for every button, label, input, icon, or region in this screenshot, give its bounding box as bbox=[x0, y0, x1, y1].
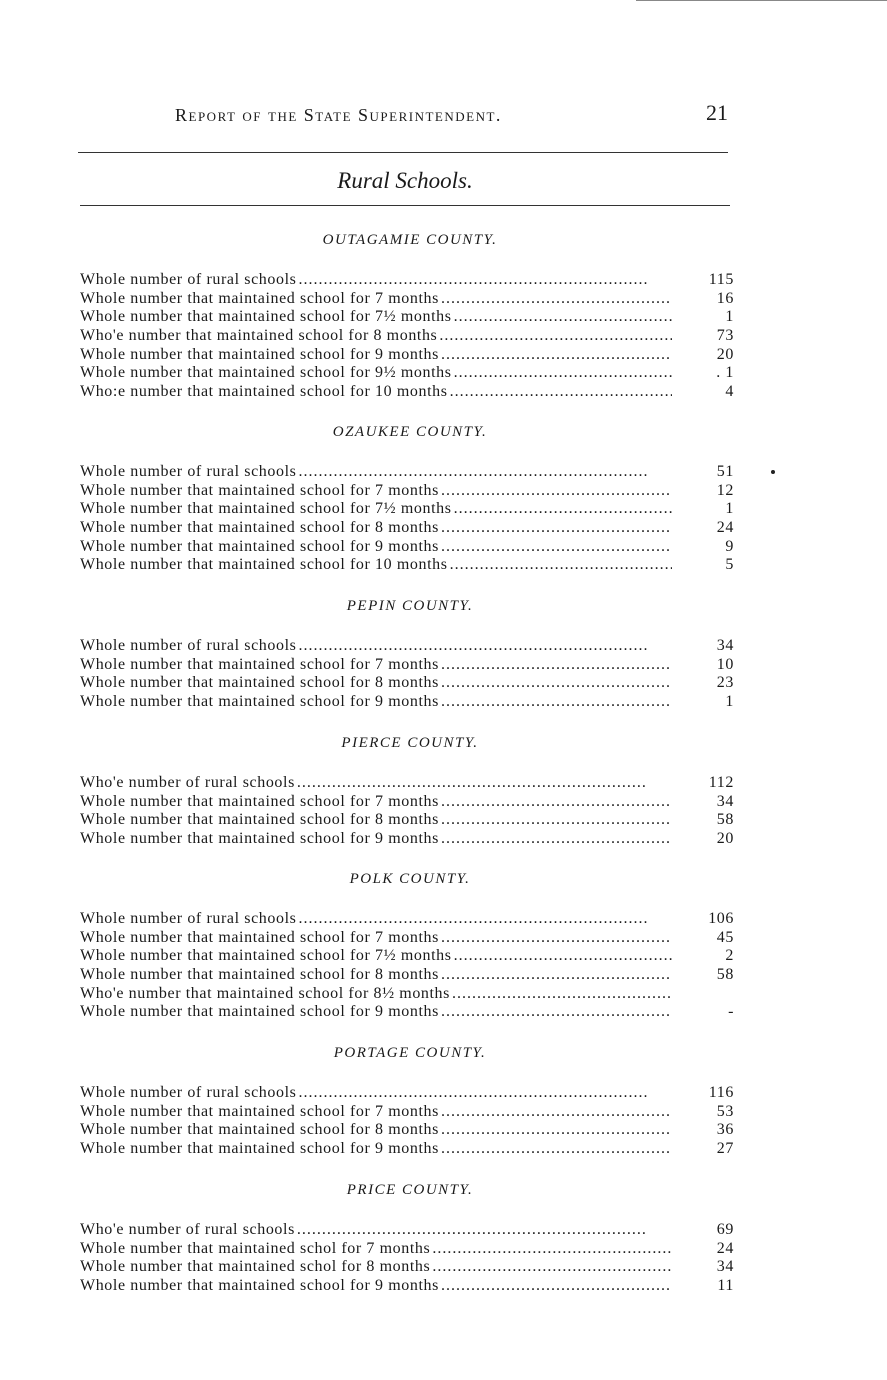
row-value: 45 bbox=[716, 928, 734, 946]
table-row bbox=[80, 637, 740, 656]
row-value: 24 bbox=[716, 519, 734, 537]
table-row bbox=[80, 538, 740, 557]
table-row bbox=[80, 1003, 740, 1022]
table-row bbox=[80, 1084, 740, 1103]
table-row bbox=[80, 1221, 740, 1240]
dot-leader bbox=[441, 811, 672, 830]
county-name: OZAUKEE COUNTY. bbox=[332, 424, 488, 440]
dot-leader bbox=[441, 830, 672, 849]
row-value: 36 bbox=[716, 1121, 734, 1139]
county-name: POLK COUNTY. bbox=[349, 871, 471, 887]
row-label: Whole number that maintained school for 7 months bbox=[80, 289, 439, 307]
row-label: Whole number that maintained school for 7 months bbox=[80, 792, 439, 810]
row-label: Whole number that maintained schol for 8 months bbox=[80, 1258, 431, 1276]
table-row bbox=[80, 929, 740, 948]
row-value: 20 bbox=[716, 830, 734, 848]
dot-leader bbox=[297, 774, 672, 793]
dot-leader bbox=[441, 674, 672, 693]
row-value: 115 bbox=[708, 271, 734, 288]
row-value: 27 bbox=[716, 1140, 734, 1158]
row-value: 106 bbox=[708, 910, 734, 927]
table-row bbox=[80, 463, 740, 482]
table-row bbox=[80, 830, 740, 849]
dot-leader bbox=[441, 656, 672, 675]
dot-leader bbox=[441, 482, 672, 501]
table-row bbox=[80, 910, 740, 929]
row-label: Who'e number that maintained school for 8 months bbox=[80, 327, 438, 345]
dot-leader bbox=[454, 364, 672, 383]
dot-leader bbox=[432, 1240, 672, 1259]
row-label: Whole number that maintained schol for 7 months bbox=[80, 1239, 431, 1257]
page-number: 21 bbox=[706, 100, 728, 125]
table-row bbox=[80, 656, 740, 675]
county-section bbox=[80, 232, 740, 402]
row-value: 1 bbox=[725, 693, 734, 711]
dot-leader bbox=[454, 500, 672, 519]
row-value: 58 bbox=[716, 811, 734, 829]
header-rule bbox=[78, 152, 728, 153]
county-section bbox=[80, 424, 740, 575]
dot-leader bbox=[441, 966, 672, 985]
table-row bbox=[80, 482, 740, 501]
row-value: 51 bbox=[716, 463, 734, 480]
table-row bbox=[80, 985, 740, 1004]
dot-leader bbox=[441, 1140, 672, 1159]
dot-leader bbox=[432, 1258, 672, 1277]
row-label: Whole number that maintained school for 7½ months bbox=[80, 308, 452, 326]
dot-leader bbox=[298, 1084, 672, 1103]
dot-leader bbox=[297, 1221, 672, 1240]
row-label: Whole number that maintained school for 9 months bbox=[80, 693, 439, 711]
table-row bbox=[80, 1103, 740, 1122]
table-row bbox=[80, 290, 740, 309]
dot-leader bbox=[298, 271, 672, 290]
row-label: Whole number that maintained school for 8 months bbox=[80, 1121, 439, 1139]
row-value: . 1 bbox=[716, 364, 734, 382]
dot-leader bbox=[441, 793, 672, 812]
row-label: Whole number that maintained school for 9 months bbox=[80, 1277, 439, 1295]
row-label: Who'e number of rural schools bbox=[80, 1221, 295, 1238]
row-label: Whole number that maintained school for 7½ months bbox=[80, 947, 452, 965]
dot-leader bbox=[298, 910, 672, 929]
table-row bbox=[80, 774, 740, 793]
row-value: 34 bbox=[716, 792, 734, 810]
table-row bbox=[80, 1140, 740, 1159]
row-label: Whole number of rural schools bbox=[80, 910, 297, 927]
dot-leader bbox=[441, 1103, 672, 1122]
table-row bbox=[80, 793, 740, 812]
row-value: 16 bbox=[716, 289, 734, 307]
row-value: 69 bbox=[716, 1221, 734, 1238]
row-label: Who'e number that maintained school for 8½ months bbox=[80, 984, 450, 1002]
row-label: Whole number that maintained school for 7 months bbox=[80, 1102, 439, 1120]
table-row bbox=[80, 674, 740, 693]
row-value: 1 bbox=[725, 500, 734, 518]
row-value: 34 bbox=[716, 1258, 734, 1276]
page-header bbox=[80, 100, 730, 140]
row-label: Whole number that maintained school for 7½ months bbox=[80, 500, 452, 518]
row-value: 20 bbox=[716, 345, 734, 363]
row-value: 58 bbox=[716, 966, 734, 984]
row-value: 112 bbox=[708, 774, 734, 791]
row-label: Whole number that maintained school for 8 months bbox=[80, 674, 439, 692]
section-rule bbox=[80, 205, 730, 206]
dot-leader bbox=[441, 1121, 672, 1140]
row-label: Whole number of rural schools bbox=[80, 271, 297, 288]
dot-leader bbox=[441, 290, 672, 309]
table-row bbox=[80, 308, 740, 327]
row-value: 116 bbox=[708, 1084, 734, 1101]
row-label: Whole number that maintained school for 9 months bbox=[80, 345, 439, 363]
dot-leader bbox=[441, 1277, 672, 1296]
dot-leader bbox=[298, 637, 672, 656]
dot-leader bbox=[441, 1003, 672, 1022]
section-title: Rural Schools. bbox=[337, 168, 473, 193]
county-section bbox=[80, 1045, 740, 1159]
row-value: 2 bbox=[725, 947, 734, 965]
table-row bbox=[80, 1277, 740, 1296]
table-row bbox=[80, 947, 740, 966]
row-label: Whole number of rural schools bbox=[80, 1084, 297, 1101]
row-value: 10 bbox=[716, 655, 734, 673]
table-row bbox=[80, 1258, 740, 1277]
table-row bbox=[80, 693, 740, 712]
row-value: 12 bbox=[716, 481, 734, 499]
table-row bbox=[80, 327, 740, 346]
row-label: Whole number of rural schools bbox=[80, 463, 297, 480]
table-row bbox=[80, 811, 740, 830]
row-value: 9 bbox=[725, 537, 734, 555]
county-name: PEPIN COUNTY. bbox=[346, 598, 474, 614]
row-label: Whole number that maintained school for 7 months bbox=[80, 928, 439, 946]
county-section bbox=[80, 598, 740, 712]
dot-leader bbox=[452, 985, 672, 1004]
stray-mark bbox=[771, 470, 775, 474]
row-label: Whole number that maintained school for 9 months bbox=[80, 1140, 439, 1158]
row-value: 11 bbox=[717, 1277, 734, 1295]
row-label: Whole number that maintained school for 8 months bbox=[80, 811, 439, 829]
row-value: 73 bbox=[716, 327, 734, 345]
row-label: Whole number that maintained school for 9 months bbox=[80, 830, 439, 848]
row-value: 24 bbox=[716, 1239, 734, 1257]
dot-leader bbox=[439, 327, 672, 346]
row-value: 5 bbox=[725, 556, 734, 574]
dot-leader bbox=[441, 693, 672, 712]
table-row bbox=[80, 346, 740, 365]
dot-leader bbox=[454, 308, 672, 327]
row-label: Whole number that maintained school for 10 months bbox=[80, 556, 448, 574]
table-row bbox=[80, 500, 740, 519]
table-row bbox=[80, 966, 740, 985]
table-row bbox=[80, 1121, 740, 1140]
row-label: Whole number that maintained school for 9½ months bbox=[80, 364, 452, 382]
table-row bbox=[80, 556, 740, 575]
row-value: 34 bbox=[716, 637, 734, 654]
dot-leader bbox=[450, 556, 672, 575]
dot-leader bbox=[298, 463, 672, 482]
table-row bbox=[80, 364, 740, 383]
row-value: 53 bbox=[716, 1102, 734, 1120]
county-name: PIERCE COUNTY. bbox=[341, 735, 479, 751]
row-label: Whole number that maintained school for 8 months bbox=[80, 966, 439, 984]
table-row bbox=[80, 519, 740, 538]
dot-leader bbox=[441, 929, 672, 948]
county-section bbox=[80, 735, 740, 849]
county-section bbox=[80, 871, 740, 1022]
row-value: 23 bbox=[716, 674, 734, 692]
county-name: PORTAGE COUNTY. bbox=[333, 1045, 487, 1061]
row-label: Who:e number that maintained school for 10 months bbox=[80, 383, 448, 401]
dot-leader bbox=[454, 947, 672, 966]
row-label: Whole number of rural schools bbox=[80, 637, 297, 654]
county-section bbox=[80, 1182, 740, 1296]
row-label: Whole number that maintained school for 8 months bbox=[80, 519, 439, 537]
row-value: 1 bbox=[725, 308, 734, 326]
dot-leader bbox=[441, 538, 672, 557]
dot-leader bbox=[450, 383, 672, 402]
top-edge-line bbox=[636, 0, 887, 1]
table-row bbox=[80, 1240, 740, 1259]
table-row bbox=[80, 383, 740, 402]
row-value: - bbox=[728, 1003, 734, 1021]
row-label: Whole number that maintained school for 9 months bbox=[80, 1003, 439, 1021]
row-value: 4 bbox=[725, 383, 734, 401]
row-label: Whole number that maintained school for 9 months bbox=[80, 537, 439, 555]
dot-leader bbox=[441, 519, 672, 538]
row-label: Whole number that maintained school for 7 months bbox=[80, 481, 439, 499]
dot-leader bbox=[441, 346, 672, 365]
row-label: Whole number that maintained school for 7 months bbox=[80, 655, 439, 673]
county-name: OUTAGAMIE COUNTY. bbox=[322, 232, 498, 248]
running-title: Report of the State Superintendent. bbox=[175, 105, 502, 125]
county-name: PRICE COUNTY. bbox=[346, 1182, 474, 1198]
row-label: Who'e number of rural schools bbox=[80, 774, 295, 791]
table-row bbox=[80, 271, 740, 290]
